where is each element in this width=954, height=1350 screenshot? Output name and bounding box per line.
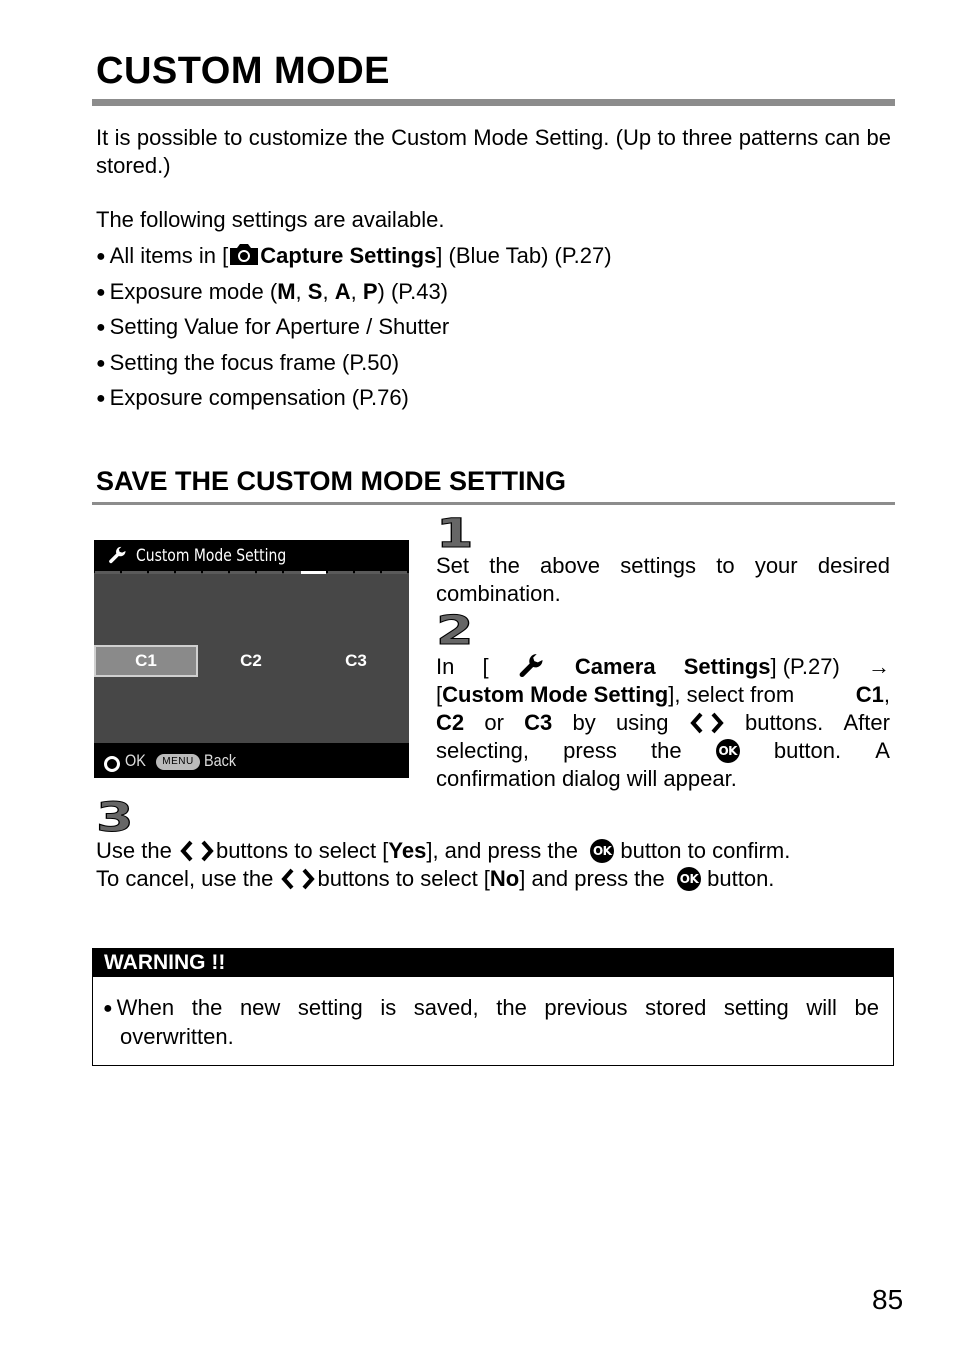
step-1-text: Set the above settings to your desired combination. bbox=[436, 553, 890, 606]
camera-screen bbox=[94, 540, 409, 778]
step-3-text: Use the buttons to select [ Yes ], and press the OK button to confirm. To cancel, use the buttons to select [ No ] and press the OK button. bbox=[96, 838, 791, 891]
screen-title: Custom Mode Setting bbox=[136, 546, 287, 566]
left-right-arrows-icon bbox=[178, 839, 216, 863]
step-1-number: 1 bbox=[436, 511, 474, 557]
footer-back-label: Back bbox=[204, 751, 237, 770]
step-2-number: 2 bbox=[436, 608, 474, 654]
menu-badge: MENU bbox=[156, 754, 200, 770]
screen-tab-active bbox=[301, 571, 326, 574]
bullet-icon: ● bbox=[96, 354, 106, 372]
list-item: ● All items in [ Capture Settings] (Blue Tab) (P.27) bbox=[96, 243, 612, 268]
footer-ok-label: OK bbox=[125, 751, 146, 770]
screen-tab bbox=[95, 571, 120, 574]
ok-button-icon: OK bbox=[590, 839, 614, 863]
left-right-arrows-icon bbox=[689, 711, 725, 735]
bullet-icon: ● bbox=[103, 1000, 113, 1017]
list-item: ● Exposure mode (M, S, A, P) (P.43) bbox=[96, 278, 449, 304]
section-rule bbox=[92, 502, 895, 505]
option-c2[interactable]: C2 bbox=[240, 651, 262, 670]
step-2-text: In [ Camera Settings] (P.27) → [Custom Mode Setting], select from C1, C2 or C3 by using buttons. After selecting, press the OK button. A confirmation dialog will appear. bbox=[436, 654, 890, 791]
screen-tab bbox=[203, 571, 228, 574]
screen-tab bbox=[122, 571, 147, 574]
warning-text: ● When the new setting is saved, the previous stored setting will be overwritten. bbox=[103, 995, 879, 1049]
intro-paragraph: It is possible to customize the Custom Mode Setting. (Up to three patterns can be stored.) bbox=[96, 125, 891, 178]
screen-tab bbox=[230, 571, 255, 574]
screen-tab bbox=[257, 571, 282, 574]
left-right-arrows-icon bbox=[279, 867, 317, 891]
screen-tab bbox=[176, 571, 201, 574]
screen-tab bbox=[328, 571, 353, 574]
screen-tab bbox=[382, 571, 407, 574]
warning-box bbox=[92, 948, 894, 1066]
option-c1[interactable]: C1 bbox=[94, 645, 198, 677]
wrench-icon bbox=[108, 546, 128, 566]
page-number: 85 bbox=[872, 1284, 904, 1315]
screen-footer bbox=[94, 743, 409, 778]
list-item: ● Setting the focus frame (P.50) bbox=[96, 349, 400, 375]
screen-tab bbox=[355, 571, 380, 574]
screen-tab bbox=[149, 571, 174, 574]
ok-button-icon: OK bbox=[677, 867, 701, 891]
warning-header: WARNING !! bbox=[93, 949, 893, 977]
settings-list bbox=[96, 242, 612, 420]
title-rule bbox=[92, 99, 895, 106]
bullet-icon: ● bbox=[96, 390, 106, 407]
available-heading: The following settings are available. bbox=[96, 207, 445, 232]
page-title: CUSTOM MODE bbox=[96, 50, 391, 92]
camera-icon bbox=[228, 242, 260, 266]
bullet-icon: ● bbox=[96, 283, 106, 301]
ok-button-icon: OK bbox=[716, 739, 740, 763]
bullet-icon: ● bbox=[96, 319, 106, 336]
list-item: ● Exposure compensation (P.76) bbox=[96, 385, 409, 410]
option-c3[interactable]: C3 bbox=[345, 651, 367, 670]
section-title: SAVE THE CUSTOM MODE SETTING bbox=[96, 466, 567, 496]
wrench-icon bbox=[517, 653, 547, 681]
list-item: ● Setting Value for Aperture / Shutter bbox=[96, 314, 450, 339]
bullet-icon: ● bbox=[96, 248, 106, 265]
ok-ring-icon bbox=[104, 756, 120, 772]
screen-header bbox=[94, 540, 409, 573]
step-3-number: 3 bbox=[96, 795, 134, 841]
